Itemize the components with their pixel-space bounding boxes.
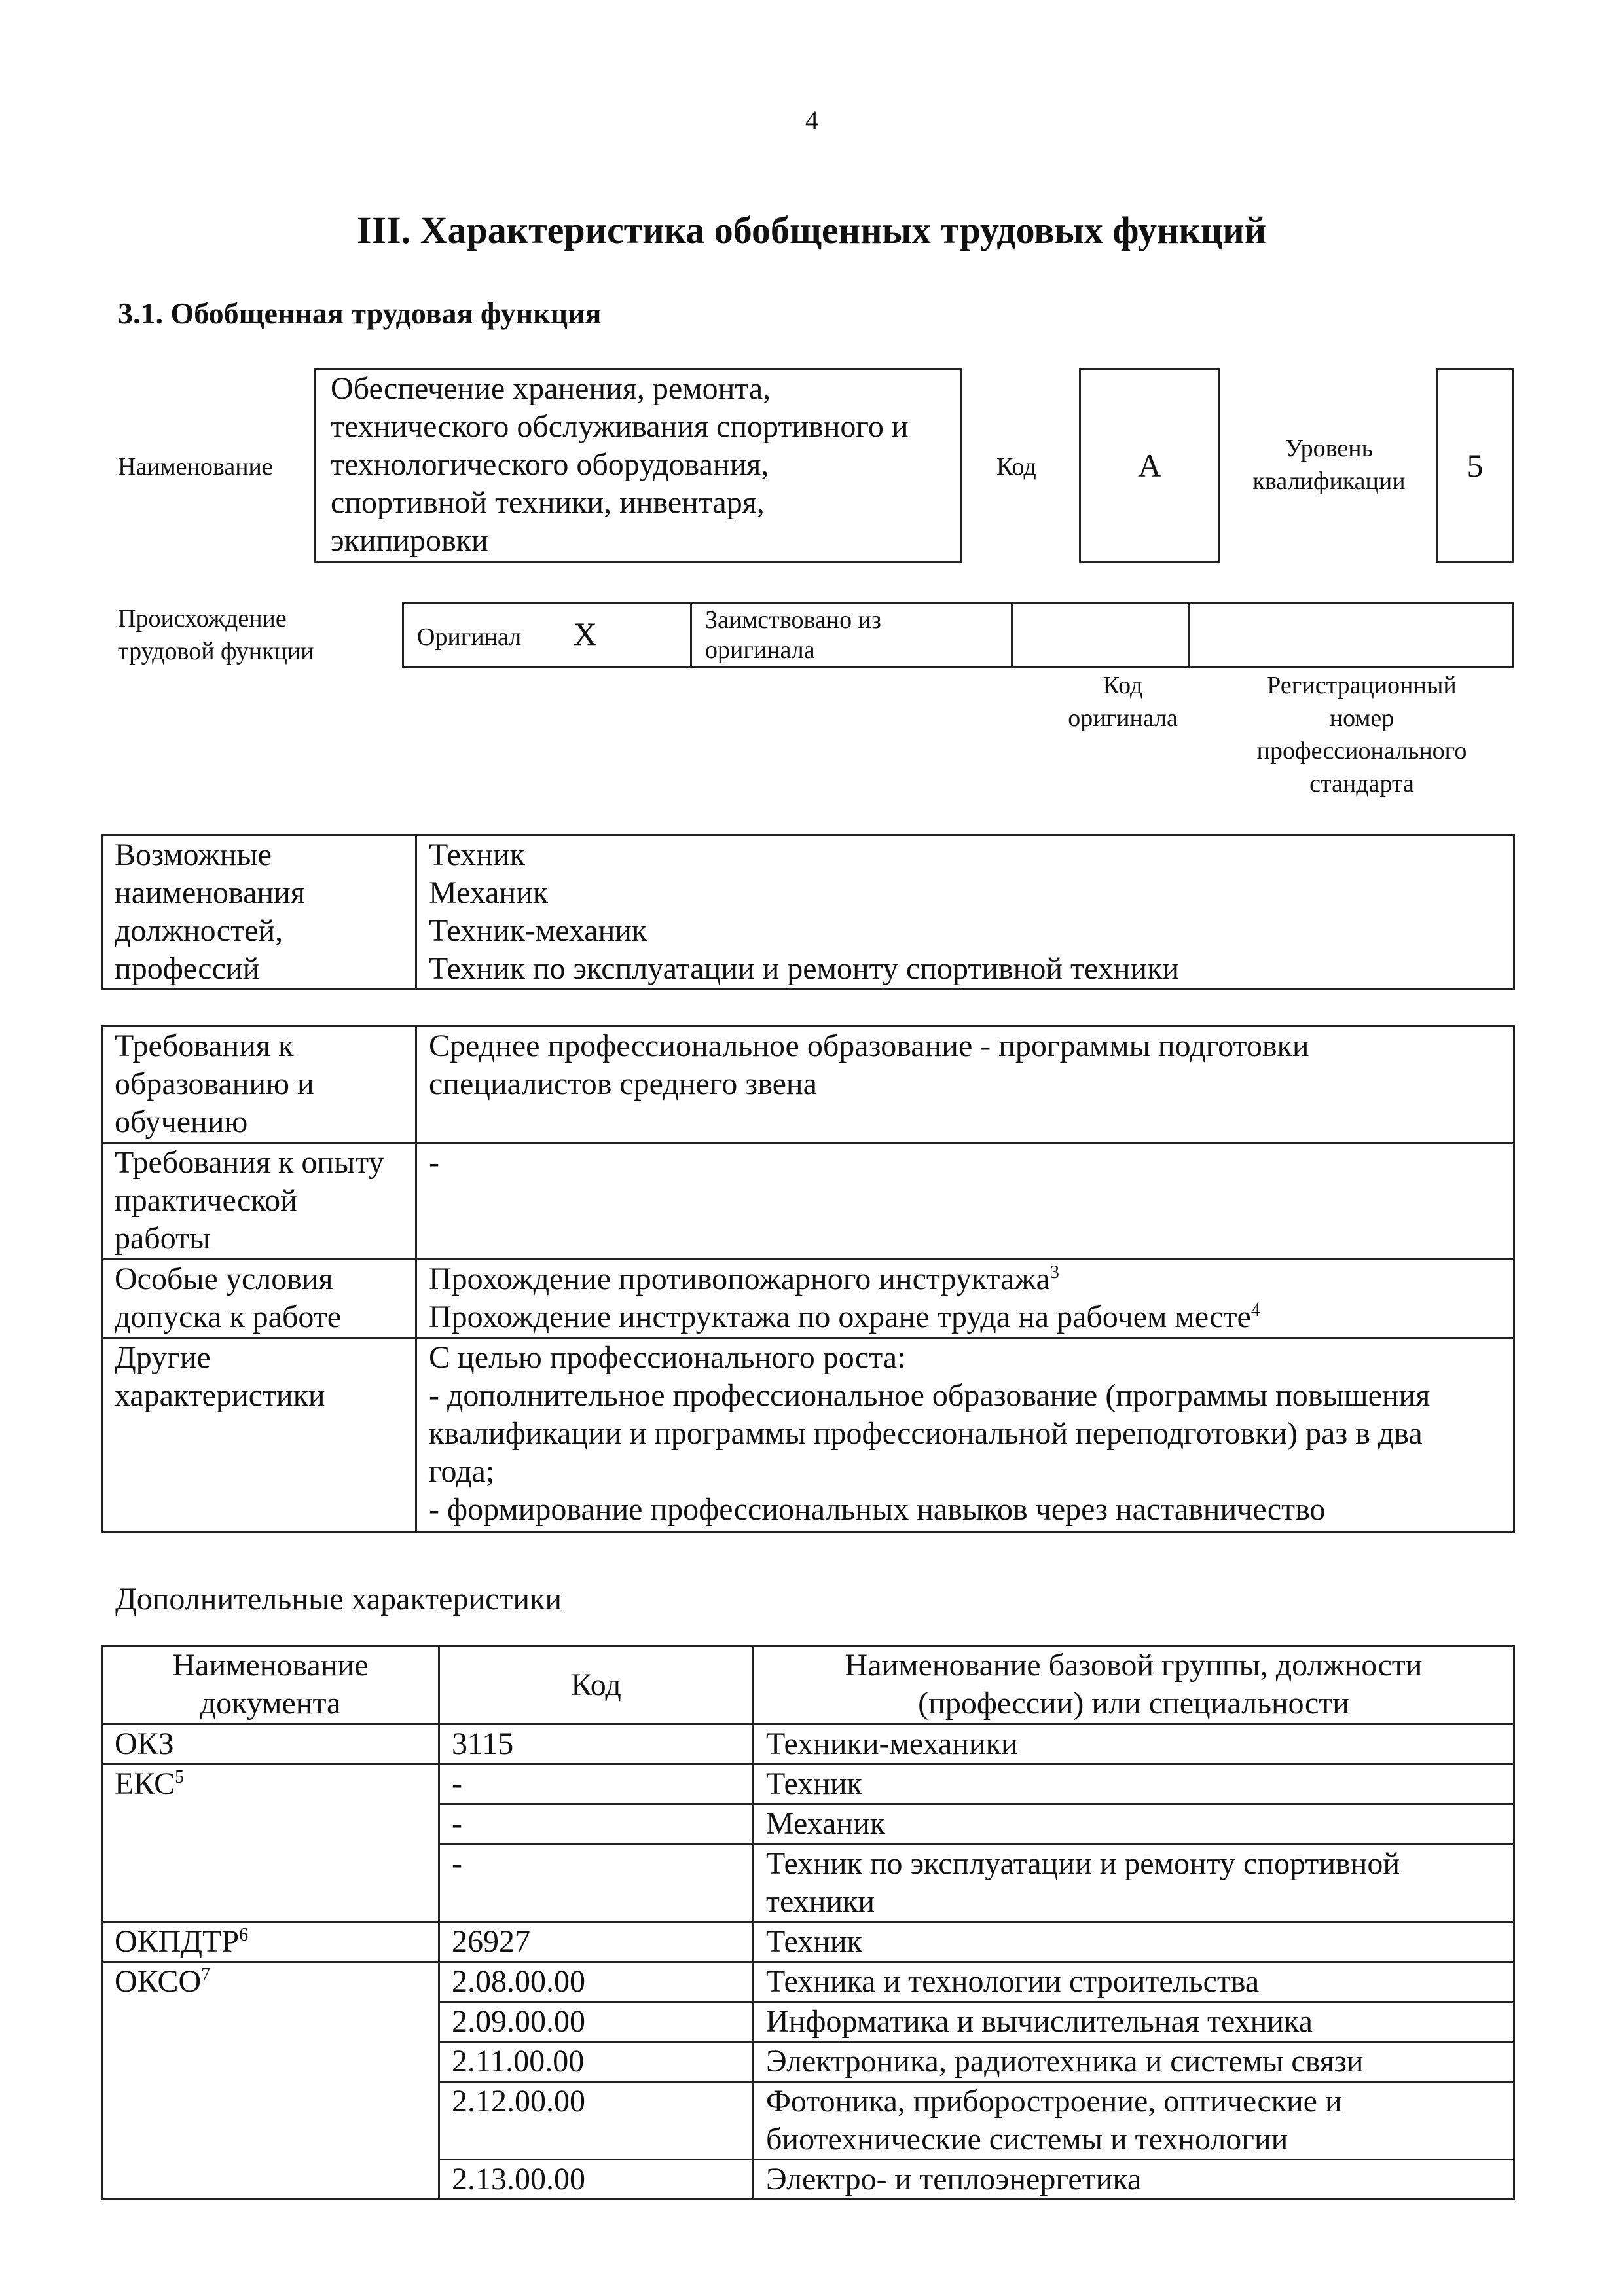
name-cell: Электро- и теплоэнергетика [754, 2160, 1514, 2200]
additional-table [101, 1645, 1515, 2200]
positions-label-line: Возможные [115, 837, 272, 872]
requirement-label-cell [102, 1143, 416, 1260]
requirement-row [102, 1027, 1514, 1143]
requirement-value-cell [416, 1143, 1514, 1260]
caption-line: Регистрационный [1267, 672, 1457, 699]
code-label: Код [996, 453, 1036, 481]
doc-text: ОКЗ [115, 1726, 174, 1761]
origin-borrowed-cell [691, 604, 1012, 667]
header-doc [102, 1646, 439, 1724]
origin-table [402, 602, 1514, 668]
level-label-line: квалификации [1252, 467, 1406, 495]
requirement-value-line: года; [429, 1454, 495, 1489]
function-name-line: технического обслуживания спортивного и [331, 409, 909, 444]
doc-cell [102, 1724, 439, 1764]
requirement-value-text: Прохождение инструктажа по охране труда на рабочем месте [429, 1300, 1251, 1334]
level-value-box: 5 [1436, 368, 1514, 563]
requirement-label-line: допуска к работе [115, 1300, 342, 1334]
function-name-line: технологического оборудования, [331, 447, 769, 482]
requirement-row [102, 1143, 1514, 1260]
name-line: Фотоника, приборостроение, оптические и [766, 2084, 1342, 2119]
code-cell: 2.12.00.00 [439, 2082, 754, 2160]
requirement-label-line: образованию и [115, 1066, 314, 1101]
header-code: Код [439, 1646, 754, 1724]
code-value-box: A [1079, 368, 1220, 563]
borrowed-label-line: оригинала [705, 636, 815, 664]
requirement-label-cell [102, 1338, 416, 1532]
header-line: документа [200, 1686, 341, 1721]
requirement-value-cell [416, 1260, 1514, 1338]
positions-label-cell [102, 835, 416, 989]
name-label: Наименование [118, 453, 273, 481]
code-cell: - [439, 1804, 754, 1844]
additional-header-row [102, 1646, 1514, 1724]
requirement-value-cell [416, 1338, 1514, 1532]
code-cell: - [439, 1844, 754, 1922]
requirement-value-line: - формирование профессиональных навыков через наставничество [429, 1492, 1326, 1527]
table-row [102, 1764, 1514, 1804]
name-cell [754, 1844, 1514, 1922]
page-number: 4 [805, 105, 818, 135]
caption-line: профессионального [1256, 737, 1467, 765]
origin-label-line: трудовой функции [118, 638, 314, 665]
function-name-box [314, 368, 962, 563]
requirement-row [102, 1338, 1514, 1532]
footnote-ref: 6 [239, 1925, 249, 1945]
header-line: (профессии) или специальности [918, 1686, 1349, 1721]
doc-cell [102, 1922, 439, 1962]
doc-text: ОКСО [115, 1964, 202, 1999]
code-cell: 26927 [439, 1922, 754, 1962]
code-cell: 2.08.00.00 [439, 1962, 754, 2002]
code-cell: 2.11.00.00 [439, 2042, 754, 2082]
function-name-line: экипировки [331, 523, 488, 558]
name-line: Техник по эксплуатации и ремонту спортивной [766, 1846, 1400, 1881]
positions-label-line: должностей, [115, 913, 283, 948]
caption-line: стандарта [1309, 770, 1414, 797]
code-cell: 2.09.00.00 [439, 2002, 754, 2042]
additional-title: Дополнительные характеристики [115, 1582, 562, 1616]
requirement-label-cell [102, 1027, 416, 1143]
requirement-value-line: квалификации и программы профессиональной переподготовки) раз в два [429, 1416, 1423, 1451]
name-cell [754, 2082, 1514, 2160]
header-line: Наименование базовой группы, должности [845, 1648, 1423, 1683]
code-cell: 2.13.00.00 [439, 2160, 754, 2200]
code-cell: - [439, 1764, 754, 1804]
requirement-value-line: специалистов среднего звена [429, 1066, 817, 1101]
requirement-row [102, 1260, 1514, 1338]
requirement-label-line: Требования к [115, 1029, 294, 1063]
header-line: Наименование [172, 1648, 369, 1683]
requirement-label-line: обучению [115, 1104, 248, 1139]
origin-label [118, 602, 314, 668]
requirements-table [101, 1025, 1515, 1533]
name-line: техники [766, 1884, 875, 1919]
subsection-title: 3.1. Обобщенная трудовая функция [118, 297, 602, 330]
origin-original-cell [403, 604, 691, 667]
function-name-line: спортивной техники, инвентаря, [331, 485, 765, 520]
positions-label-line: наименования [115, 875, 305, 910]
table-row [102, 1724, 1514, 1764]
origin-reg-caption [1211, 669, 1512, 800]
name-cell: Механик [754, 1804, 1514, 1844]
requirement-value-line: - [429, 1145, 439, 1180]
positions-values-cell [416, 835, 1514, 989]
doc-cell [102, 1764, 439, 1922]
original-mark: X [573, 615, 597, 652]
requirement-value-line [429, 1298, 1501, 1336]
positions-label-line: профессий [115, 951, 260, 986]
requirement-value-line: - дополнительное профессиональное образование (программы повышения [429, 1378, 1431, 1413]
requirement-label-line: практической [115, 1183, 297, 1218]
name-cell: Электроника, радиотехника и системы связи [754, 2042, 1514, 2082]
requirement-value-line [429, 1260, 1501, 1298]
table-row [102, 1962, 1514, 2002]
doc-text: ОКПДТР [115, 1924, 240, 1959]
position-item: Техник [429, 837, 525, 872]
footnote-ref: 3 [1049, 1262, 1059, 1283]
table-row [102, 1922, 1514, 1962]
caption-line: номер [1329, 704, 1395, 732]
position-item: Техник по эксплуатации и ремонту спортивной техники [429, 951, 1180, 986]
requirement-value-line: С целью профессионального роста: [429, 1340, 906, 1375]
level-label [1237, 432, 1421, 498]
code-cell: 3115 [439, 1724, 754, 1764]
requirement-value-cell [416, 1027, 1514, 1143]
name-cell: Техника и технологии строительства [754, 1962, 1514, 2002]
origin-reg-cell [1189, 604, 1513, 667]
name-cell: Техник [754, 1764, 1514, 1804]
requirement-label-line: Особые условия [115, 1262, 333, 1296]
header-name [754, 1646, 1514, 1724]
name-line: биотехнические системы и технологии [766, 2122, 1288, 2157]
position-item: Техник-механик [429, 913, 647, 948]
doc-text: ЕКС [115, 1766, 175, 1801]
positions-table [101, 834, 1515, 990]
borrowed-label-line: Заимствовано из [705, 606, 881, 634]
function-name-line: Обеспечение хранения, ремонта, [331, 371, 771, 406]
section-title: III. Характеристика обобщенных трудовых функций [356, 209, 1267, 251]
original-label: Оригинал [417, 623, 522, 651]
caption-line: оригинала [1068, 704, 1178, 732]
origin-code-cell [1012, 604, 1189, 667]
position-item: Механик [429, 875, 549, 910]
doc-cell [102, 1962, 439, 2200]
caption-line: Код [1103, 672, 1143, 699]
requirement-label-cell [102, 1260, 416, 1338]
name-cell: Техник [754, 1922, 1514, 1962]
requirement-value-line: Среднее профессиональное образование - программы подготовки [429, 1029, 1309, 1063]
footnote-ref: 7 [201, 1965, 211, 1985]
requirement-label-line: работы [115, 1221, 211, 1256]
requirement-value-text: Прохождение противопожарного инструктажа [429, 1262, 1050, 1296]
footnote-ref: 5 [175, 1767, 185, 1787]
level-label-line: Уровень [1285, 435, 1373, 462]
origin-label-line: Происхождение [118, 605, 287, 632]
requirement-label-line: характеристики [115, 1378, 325, 1413]
name-cell: Информатика и вычислительная техника [754, 2002, 1514, 2042]
origin-code-caption [1034, 669, 1211, 735]
footnote-ref: 4 [1250, 1300, 1260, 1321]
requirement-label-line: Требования к опыту [115, 1145, 384, 1180]
name-cell: Техники-механики [754, 1724, 1514, 1764]
requirement-label-line: Другие [115, 1340, 211, 1375]
